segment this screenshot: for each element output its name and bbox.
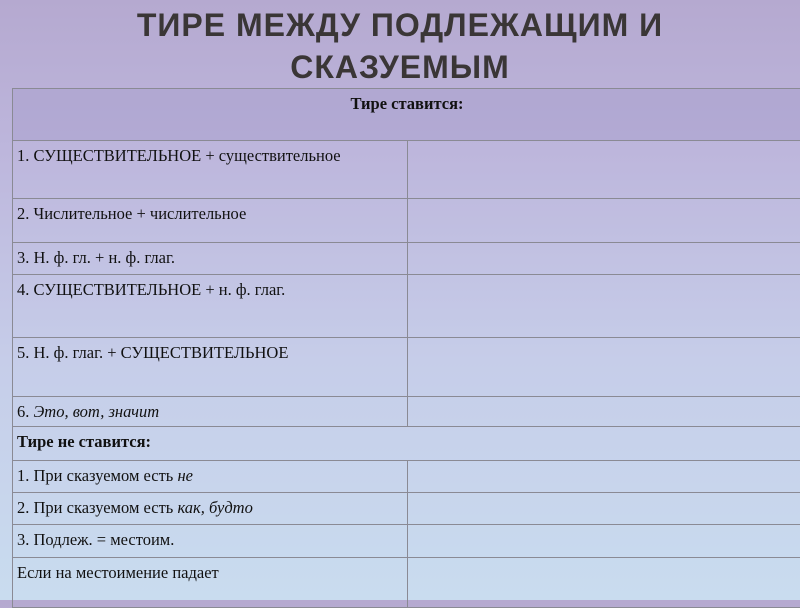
- row-label: [13, 493, 408, 525]
- row-value: [407, 199, 800, 243]
- row-value: [407, 558, 800, 608]
- table-row: [13, 141, 800, 199]
- row-value: [407, 338, 800, 397]
- table-row: [13, 525, 800, 558]
- row-value: [407, 493, 800, 525]
- row-label-italic: Это, вот, значит: [34, 402, 160, 421]
- row-label-italic: не: [177, 466, 193, 485]
- table-row: [13, 461, 800, 493]
- table-row: [13, 275, 800, 338]
- section-row: [13, 427, 800, 461]
- row-label: 4. СУЩЕСТВИТЕЛЬНОЕ + н. ф. глаг.: [13, 275, 408, 338]
- row-label: 5. Н. ф. глаг. + СУЩЕСТВИТЕЛЬНОЕ: [13, 338, 408, 397]
- section-header: Тире не ставится:: [13, 427, 800, 461]
- table-header-row: [13, 89, 800, 141]
- row-value: [407, 461, 800, 493]
- row-value: [407, 525, 800, 558]
- row-label-prefix: 6.: [17, 402, 34, 421]
- row-label-prefix: 1. При сказуемом есть: [17, 466, 177, 485]
- slide-title-line-2: СКАЗУЕМЫМ: [0, 46, 800, 88]
- table-header: Тире ставится:: [13, 89, 800, 141]
- row-label-italic: как, будто: [177, 498, 252, 517]
- row-label: 2. Числительное + числительное: [13, 199, 408, 243]
- row-label: Если на местоимение падает: [13, 558, 408, 608]
- table-row: [13, 338, 800, 397]
- table-row: [13, 493, 800, 525]
- table-row: [13, 243, 800, 275]
- table-row: [13, 397, 800, 427]
- slide-title: [0, 4, 800, 88]
- row-label: [13, 397, 408, 427]
- row-label: [13, 461, 408, 493]
- row-value: [407, 275, 800, 338]
- row-label: 3. Подлеж. = местоим.: [13, 525, 408, 558]
- row-label: 3. Н. ф. гл. + н. ф. глаг.: [13, 243, 408, 275]
- table-row: [13, 199, 800, 243]
- table-row: [13, 558, 800, 608]
- rules-table: [12, 88, 800, 608]
- row-label: 1. СУЩЕСТВИТЕЛЬНОЕ + существительное: [13, 141, 408, 199]
- slide-title-line-1: ТИРЕ МЕЖДУ ПОДЛЕЖАЩИМ И: [0, 4, 800, 46]
- row-value: [407, 397, 800, 427]
- row-value: [407, 243, 800, 275]
- row-value: [407, 141, 800, 199]
- row-label-prefix: 2. При сказуемом есть: [17, 498, 177, 517]
